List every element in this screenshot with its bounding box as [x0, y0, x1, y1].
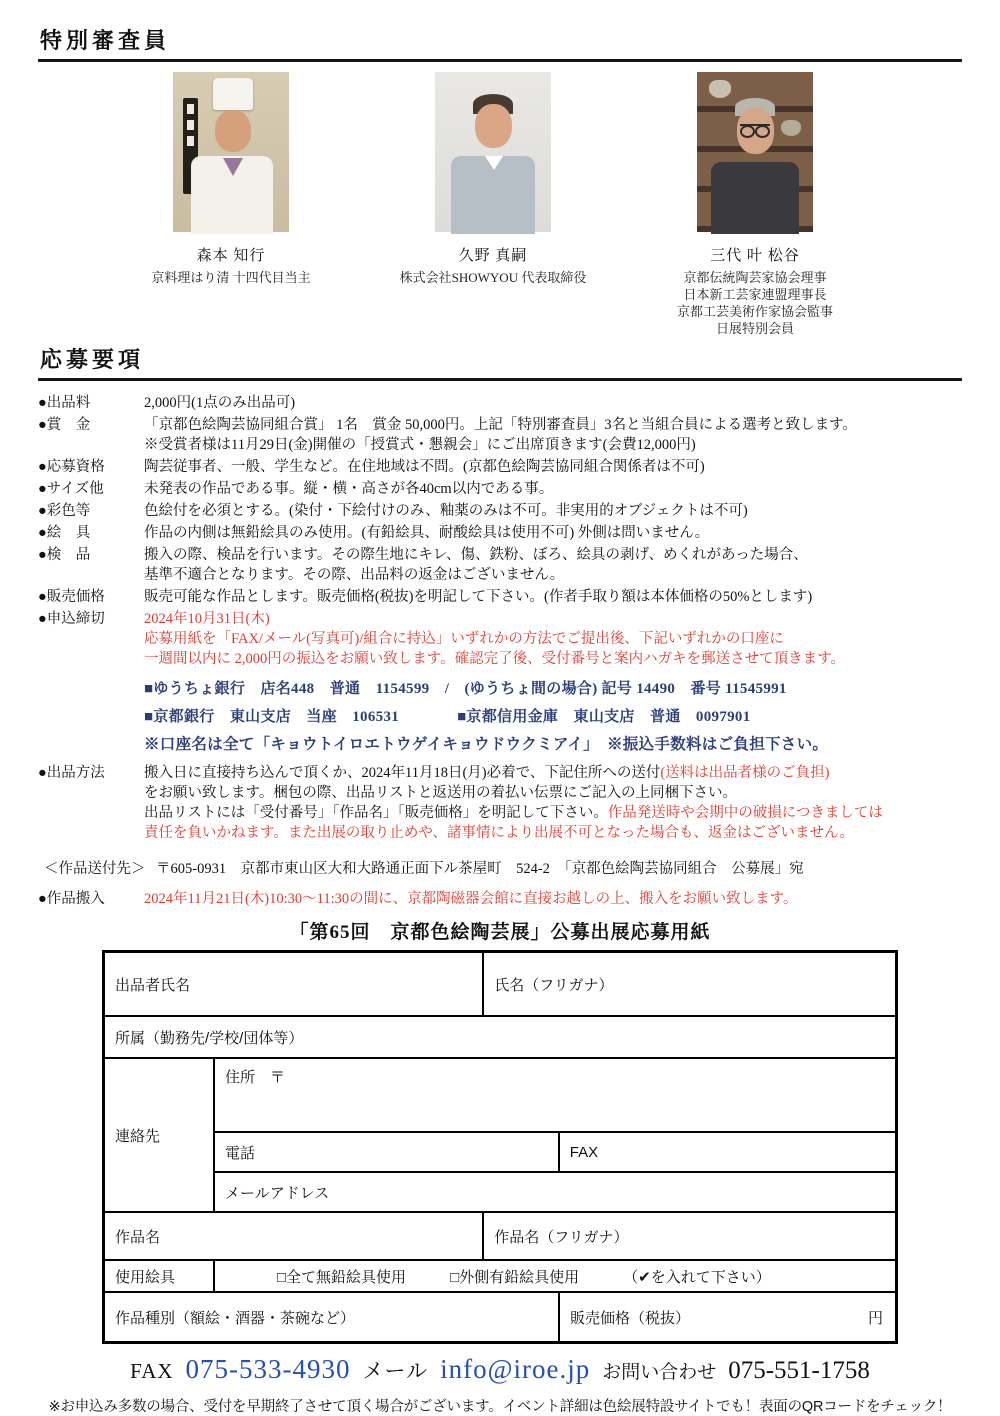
judge-kashogani	[624, 72, 886, 337]
guideline-inspection	[38, 545, 962, 585]
judge-title: 京都伝統陶芸家協会理事	[683, 270, 827, 285]
submission-line3-red: 作品発送時や会期中の破損につきましては	[607, 805, 883, 821]
guideline-text: 陶芸従事者、一般、学生など。在住地域は不問。(京都色絵陶芸協同組合関係者は不可)	[144, 459, 705, 475]
deadline-line2: 一週間以内に 2,000円の振込をお願い致します。確認完了後、受付番号と案内ハガキを郵送させて頂きます。	[144, 651, 845, 667]
phone-fax-row	[215, 1131, 895, 1171]
work-title-field: 作品名	[105, 1213, 484, 1259]
applicant-kana-field: 氏名（フリガナ）	[494, 976, 614, 994]
footer-mail-label: メール	[362, 1359, 429, 1383]
fax-field: FAX	[569, 1143, 599, 1161]
judge-morimoto-photo	[173, 72, 289, 232]
guideline-text: 未発表の作品である事。縦・横・高さが各40cm以内である事。	[144, 481, 554, 497]
shipping-address-row	[44, 859, 962, 879]
pigment-label-cell: 使用絵具	[105, 1261, 215, 1291]
judge-kuno	[362, 72, 624, 337]
guideline-label: ●絵 具	[38, 525, 91, 541]
carry-in-label: ●作品搬入	[38, 891, 105, 907]
footer-mail-address: info@iroe.jp	[440, 1354, 591, 1384]
guideline-text	[144, 609, 962, 669]
footer-note: ※お申込み多数の場合、受付を早期終了させて頂く場合がございます。イベント詳細は色絵展特設サイトでも！表面のQRコードをチェック！	[48, 1399, 952, 1415]
guideline-price	[38, 587, 962, 607]
guideline-deadline	[38, 609, 962, 669]
guideline-size	[38, 479, 962, 499]
judge-titles	[677, 269, 833, 337]
contact-fields	[215, 1059, 895, 1211]
submission-line2: をお願い致します。梱包の際、出品リストと返送用の着払い伝票にご記入の上同梱下さい。	[144, 785, 738, 801]
submission-line1-red: (送料は出品者様のご負担)	[660, 765, 830, 781]
row-affiliation	[105, 1015, 895, 1057]
deadline-date: 2024年10月31日(木)	[144, 611, 270, 627]
judge-title: 京料理はり清 十四代目当主	[151, 270, 311, 285]
judge-title: 京都工芸美術作家協会監事	[676, 304, 833, 319]
inspection-line2: 基準不適合となります。その際、出品料の返金はございません。	[144, 567, 565, 583]
address-field: 住所 〒	[225, 1069, 286, 1086]
guideline-text	[144, 545, 962, 585]
judge-face	[215, 110, 251, 152]
guideline-submission	[38, 763, 962, 843]
judge-face	[475, 104, 512, 148]
carry-in-text: 2024年11月21日(木)10:30～11:30の間に、京都陶磁器会館に直接お越しの上、搬入をお願い致します。	[144, 891, 798, 907]
shipping-address: 〒605-0931 京都市東山区大和大路通正面下ル茶屋町 524-2 「京都色絵陶芸協同組合 公募展」宛	[156, 861, 804, 877]
price-label: 販売価格（税抜）	[570, 1309, 691, 1327]
guideline-label: ●販売価格	[38, 589, 105, 605]
guideline-text	[144, 763, 962, 843]
guideline-label: ●出品料	[38, 395, 91, 411]
guideline-text: 販売可能な作品とします。販売価格(税抜)を明記して下さい。(作者手取り額は本体価格の50%とします)	[144, 589, 813, 605]
judges-row	[100, 72, 1000, 337]
bank-note: ※口座名は全て「キョウトイロエトウゲイキョウドウクミアイ」 ※振込手数料はご負担下さい。	[144, 736, 829, 753]
contact-label-cell: 連絡先	[105, 1059, 215, 1211]
application-form-table	[102, 950, 898, 1344]
footer-fax-label: FAX	[130, 1359, 174, 1383]
row-name	[105, 953, 895, 1015]
judge-title: 日本新工芸家連盟理事長	[683, 287, 827, 302]
judge-title: 株式会社SHOWYOU 代表取締役	[399, 270, 587, 285]
guideline-label: ●申込締切	[38, 611, 105, 627]
email-row	[215, 1171, 895, 1211]
guideline-pigment	[38, 523, 962, 543]
judge-name: 久野 真嗣	[458, 248, 528, 264]
submission-method	[38, 763, 962, 843]
judges-section-header	[38, 0, 962, 62]
guideline-text: 2,000円(1点のみ出品可)	[144, 395, 296, 411]
guideline-label: ●検 品	[38, 547, 91, 563]
phone-field: 電話	[215, 1133, 560, 1171]
submission-line1	[144, 763, 962, 783]
bank-line2	[144, 707, 962, 727]
inspection-line1: 搬入の際、検品を行います。その際生地にキレ、傷、鉄粉、ぼろ、絵具の剥げ、めくれがあった場合、	[144, 547, 808, 563]
judge-morimoto	[100, 72, 362, 337]
checkbox-note: （✔を入れて下さい）	[623, 1268, 771, 1286]
guideline-text: 色絵付を必須とする。(染付・下絵付けのみ、釉薬のみは不可。非実用的オブジェクトは不可)	[144, 503, 748, 519]
guidelines-section-header	[38, 343, 962, 381]
guideline-prize	[38, 415, 962, 455]
guideline-label: ●出品方法	[38, 765, 105, 781]
guideline-label: ●賞 金	[38, 417, 91, 433]
guideline-label: ●応募資格	[38, 459, 105, 475]
guideline-text: 作品の内側は無鉛絵具のみ使用。(有鉛絵具、耐酸絵具は使用不可) 外側は問いません。	[144, 525, 710, 541]
row-work-title	[105, 1211, 895, 1259]
guideline-coloring	[38, 501, 962, 521]
row-contact	[105, 1057, 895, 1211]
footer-contact-line	[0, 1354, 1000, 1385]
prize-line1: 「京都色絵陶芸協同組合賞」 1名 賞金 50,000円。上記「特別審査員」3名と当組合員による選考と致します。	[144, 417, 857, 433]
guideline-fee	[38, 393, 962, 413]
yen-unit: 円	[867, 1309, 883, 1327]
bank-accounts	[144, 679, 962, 755]
guidelines-section-title: 応募要項	[40, 347, 145, 372]
price-field	[560, 1293, 895, 1341]
chef-hat	[213, 78, 253, 110]
guideline-eligibility	[38, 457, 962, 477]
carry-in-row	[38, 889, 962, 909]
glasses-icon	[740, 124, 770, 136]
guideline-label: ●サイズ他	[38, 481, 104, 497]
judge-kashogani-photo	[697, 72, 813, 232]
judge-kuno-photo	[435, 72, 551, 232]
footer-contact-label: お問い合わせ	[602, 1362, 717, 1383]
work-type-field: 作品種別（額絵・酒器・茶碗など）	[105, 1293, 560, 1341]
pottery-shelf-item	[709, 80, 731, 98]
checkbox-all-leadfree: □全て無鉛絵具使用	[277, 1268, 407, 1286]
guideline-text	[144, 415, 962, 455]
shipping-label: ＜作品送付先＞	[44, 861, 146, 877]
submission-line1-black: 搬入日に直接持ち込んで頂くか、2024年11月18日(月)必着で、下記住所への送付	[144, 765, 661, 781]
judge-name: 三代 叶 松谷	[710, 248, 800, 264]
judge-sweater	[711, 162, 799, 234]
guideline-label: ●彩色等	[38, 503, 91, 519]
submission-line4: 責任を負いかねます。また出展の取り止めや、諸事情により出展不可となった場合も、返金はございません。	[144, 825, 854, 841]
bank-kyoto: ■京都銀行 東山支店 当座 106531	[144, 709, 400, 725]
applicant-name-field: 出品者氏名	[105, 953, 484, 1015]
pigment-checkboxes	[215, 1261, 895, 1291]
row-pigment	[105, 1259, 895, 1291]
footer-contact-number: 075-551-1758	[728, 1357, 870, 1384]
footer-fax-number: 075-533-4930	[185, 1354, 351, 1384]
work-title-kana-field: 作品名（フリガナ）	[494, 1228, 629, 1246]
judges-section-title: 特別審査員	[40, 28, 171, 53]
bank-yucho: ■ゆうちょ銀行 店名448 普通 1154599 / (ゆうちょ間の場合) 記号 14490 番号 11545991	[144, 681, 787, 697]
bank-shinkin: ■京都信用金庫 東山支店 普通 0097901	[457, 709, 751, 725]
checkbox-outside-lead: □外側有鉛絵具使用	[450, 1268, 580, 1286]
judge-name: 森本 知行	[196, 248, 266, 264]
prize-line2: ※受賞者様は11月29日(金)開催の「授賞式・懇親会」にご出席頂きます(会費12,000円)	[144, 437, 696, 453]
form-title: 「第65回 京都色絵陶芸展」公募出展応募用紙	[289, 922, 711, 943]
row-type-price	[105, 1291, 895, 1341]
affiliation-field: 所属（勤務先/学校/団体等）	[115, 1029, 304, 1047]
deadline-line1: 応募用紙を「FAX/メール(写真可)/組合に持込」いずれかの方法でご提出後、下記いずれかの口座に	[144, 631, 784, 647]
submission-line3-black: 出品リストには「受付番号」「作品名」「販売価格」を明記して下さい。	[144, 805, 608, 821]
submission-line3	[144, 803, 962, 823]
email-field: メールアドレス	[225, 1184, 330, 1202]
judge-title: 日展特別会員	[715, 321, 794, 336]
guidelines-list	[38, 393, 962, 669]
pottery-shelf-item	[781, 120, 801, 136]
